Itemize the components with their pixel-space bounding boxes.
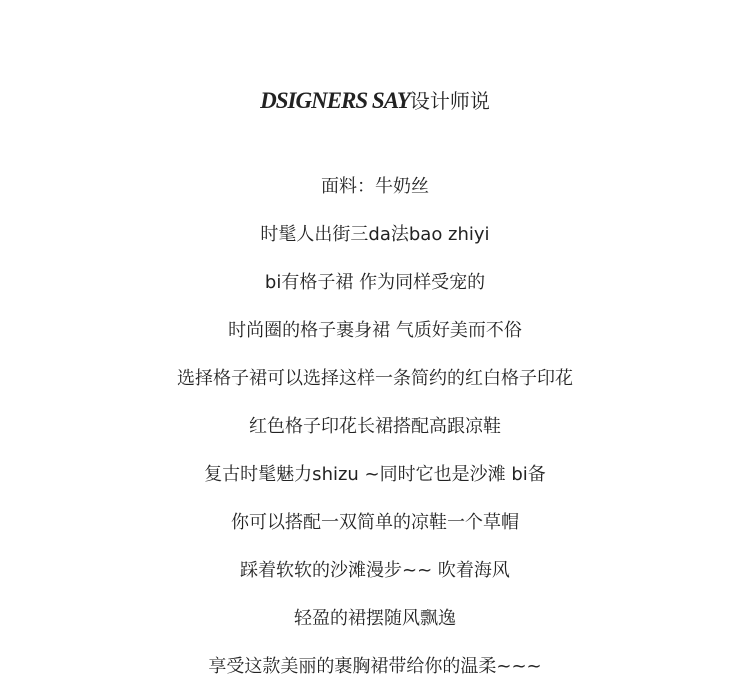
description-line: 复古时髦魅力shizu ~同时它也是沙滩 bi备 [204,464,546,485]
description-line: 红色格子印花长裙搭配高跟凉鞋 [249,416,501,437]
description-lines [0,172,750,700]
description-line: 你可以搭配一双简单的凉鞋一个草帽 [231,512,519,533]
description-line: bi有格子裙 作为同样受宠的 [264,272,486,293]
description-line: 时尚圈的格子裹身裙 气质好美而不俗 [228,320,522,341]
description-line: 享受这款美丽的裹胸裙带给你的温柔~~~ [208,656,542,677]
description-line: 面料：牛奶丝 [321,176,429,197]
section-heading [0,86,750,117]
heading-brand: DSIGNERS SAY [260,88,410,113]
heading-label: 设计师说 [409,89,490,113]
description-line: 选择格子裙可以选择这样一条简约的红白格子印花 [177,368,573,389]
description-line: 轻盈的裙摆随风飘逸 [294,608,456,629]
description-line: 时髦人出街三da法bao zhiyi [260,224,490,245]
description-line: 踩着软软的沙滩漫步~~ 吹着海风 [240,560,510,581]
